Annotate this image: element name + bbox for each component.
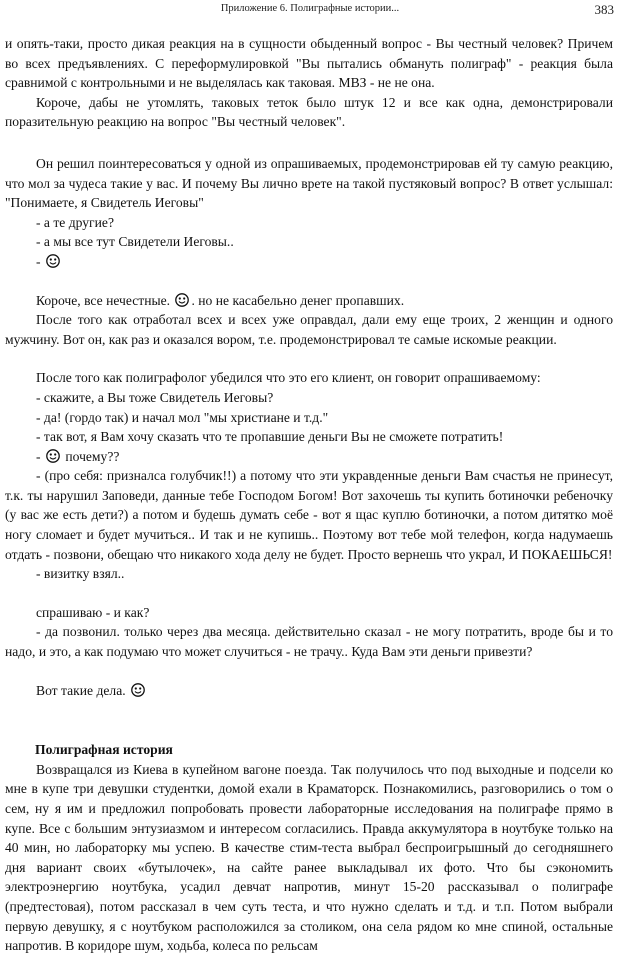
- paragraph: После того как полиграфолог убедился что это его клиент, он говорит опрашиваемому:: [36, 370, 541, 386]
- dialogue-line: [5, 252, 613, 272]
- dialogue-line: - скажите, а Вы тоже Свидетель Иеговы?: [36, 389, 274, 405]
- smiley-face-icon: [46, 254, 60, 268]
- text-fragment: . но не касабельно денег пропавших.: [191, 292, 405, 308]
- dialogue-line: - а мы все тут Свидетели Иеговы..: [36, 234, 234, 250]
- dialogue-line: - визитку взял..: [36, 566, 125, 582]
- dialogue-line: - так вот, я Вам хочу сказать что те пропавшие деньги Вы не сможете потратить!: [36, 429, 504, 445]
- paragraph: Он решил поинтересоваться у одной из опрашиваемых, продемонстрировав ей ту самую реакцию, что мол за чудеса такие у вас. И почему Вы лично врете на такой пустяковый вопрос? В ответ услышал: "Понимаете, я Свидетель Иеговы": [5, 155, 613, 211]
- paragraph: и опять-таки, просто дикая реакция на в сущности обыденный вопрос - Вы честный человек? Причем во всех предъявлениях. С переформулировкой "Вы пытались обмануть полиграф" - реакция была сравнимой с контрольными и не выделялась как таковая. МВЗ - не не она.: [5, 36, 613, 91]
- paragraph: [5, 291, 613, 311]
- smiley-face-icon: [175, 293, 189, 307]
- text-fragment: Вот такие дела.: [36, 682, 126, 698]
- page-number: 383: [594, 2, 614, 17]
- dialogue-line: [5, 447, 613, 467]
- running-header: Приложение 6. Полиграфные истории...: [220, 3, 400, 14]
- paragraph: Короче, дабы не утомлять, таковых теток было штук 12 и все как одна, демонстрировали поразительную реакцию на вопрос "Вы честный человек".: [5, 94, 613, 130]
- dash-text: -: [36, 448, 41, 464]
- dialogue-line: - да! (гордо так) и начал мол "мы христиане и т.д.": [36, 409, 329, 425]
- paragraph: [5, 681, 613, 701]
- paragraph: спрашиваю - и как?: [36, 604, 150, 620]
- smiley-face-icon: [131, 683, 145, 697]
- smiley-face-icon: [46, 449, 60, 463]
- dialogue-line: - да позвонил. только через два месяца. действительно сказал - не могу потратить, вроде бы и то надо, и это, а как подумаю что может случиться - не трачу.. Куда Вам эти деньги привезти?: [5, 624, 613, 660]
- dash-text: -: [36, 253, 41, 269]
- text-fragment: Короче, все нечестные.: [36, 292, 171, 308]
- dialogue-line: - (про себя: призналса голубчик!!) а потому что эти укравденные деньги Вам счастья не принесут, т.к. ты нарушил Заповеди, данные тебе Господом Богом! Вот захочешь ты купить ботиночки ребеночку (у вас же есть дети?) а потом и будешь думать себе - вот я щас куплю ботиночки, а потом дитятко моё ногу сломает и будет мучиться.. И так и не купишь.. Поэтому вот тебе мой телефон, когда надумаешь отдать - позвони, обещаю что никакого хода делу не будет. Просто вернешь что украл, И ПОКАЕШЬСЯ!: [5, 468, 613, 562]
- section-heading: Полиграфная история: [35, 742, 173, 758]
- dialogue-line: - а те другие?: [36, 214, 114, 230]
- paragraph: После того как отработал всех и всех уже оправдал, дали ему еще троих, 2 женщин и одного мужчину. Вот он, как раз и оказался вором, т.е. продемонстрировал те самые искомые реакции.: [5, 312, 613, 347]
- text-fragment: почему??: [65, 448, 120, 464]
- page-body: [5, 34, 613, 956]
- paragraph: Возвращался из Киева в купейном вагоне поезда. Так получилось что под выходные и подсели ко мне в купе три девушки студентки, домой ехали в Краматорск. Познакомились, разговорились о том о сем, ну я им и предложил попробовать провести лабораторные исследования на полиграфе прямо в купе. Все с большим энтузиазмом и интересом согласились. Правда аккумулятора в ноутбуке только на 40 мин, но лабораторку мы успею. В качестве стим-теста выбрал беспроигрышный до сегодняшнего дня вариант своих «бутылочек», на сайте ранее выкладывал их фото. Что бы сэкономить электроэнергию ноутбука, усадил девчат напротив, минут 15-20 рассказывал о полиграфе (предтестовая), потом рассказал в чем суть теста, и что нужно сделать и т.д. и т.п. Потом выбрали первую девушку, я с ноутбуком расположился за столиком, она села рядом ко мне спиной, остальные напротив. В коридоре шум, ходьба, колеса по рельсам: [5, 761, 613, 954]
